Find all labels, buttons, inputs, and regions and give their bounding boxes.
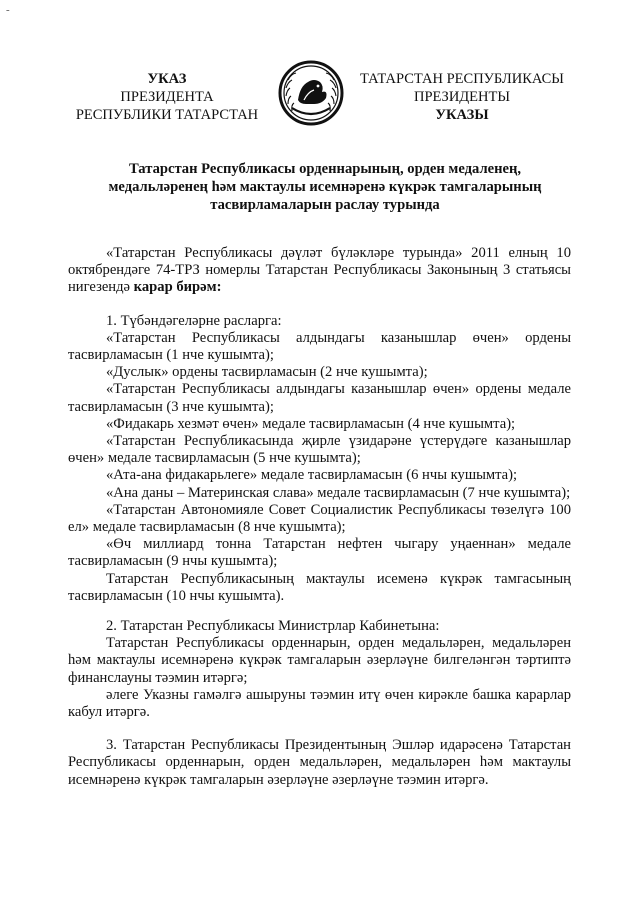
header-right [352,70,572,124]
section-2-item: Татарстан Республикасы орденнарын, орден медальләрен, медальләрен һәм мактаулы исемнәренә күкрәк тамгаларын әзерләүне билгеләнгән тәртиптә финанслауны тәэмин итәргә; [68,635,571,686]
header-right-line-2: ПРЕЗИДЕНТЫ [413,89,511,105]
preamble-bold: карар бирәм: [133,279,222,296]
coat-of-arms-seal-icon [278,60,344,126]
header-left-line-3: РЕСПУБЛИКИ ТАТАРСТАН [75,107,259,123]
preamble-paragraph [68,245,571,297]
header-left [58,70,276,124]
decree-title-line-1: Татарстан Республикасы орденнарының, орден медаленең, [128,161,522,177]
section-1-item: Татарстан Республикасының мактаулы исеменә күкрәк тамгасының тасвирламасын (10 нчы кушымта). [68,570,571,604]
decree-title-line-2: медальләренең һәм мактаулы исемнәренә күкрәк тамгаларының [108,179,542,195]
preamble-text: «Татарстан Республикасы дәүләт бүләкләре турында» 2011 елның 10 октябрендәге 74-ТРЗ номерлы Татарстан Республикасы Законының 3 статьясы нигезендә [68,245,571,296]
section-2-item: әлеге Указны гамәлгә ашыруны тәэмин итү өчен кирәкле башка карарлар кабул итәргә. [68,686,571,721]
section-2-heading: 2. Татарстан Республикасы Министрлар Кабинетына: [106,618,440,635]
decree-title-line-3: тасвирламаларын раслау турында [210,197,440,213]
section-1-item: «Ана даны – Материнская слава» медале тасвирламасын (7 нче кушымта); [106,484,571,501]
section-1-item: «Татарстан Республикасында җирле үзидарәне үстерүдәге казанышлар өчен» медале тасвирламасын (5 нче кушымта); [68,433,571,467]
header-left-line-2: ПРЕЗИДЕНТА [120,89,214,105]
header-left-line-1: УКАЗ [147,71,187,87]
header-right-line-1: ТАТАРСТАН РЕСПУБЛИКАСЫ [360,71,564,87]
section-1-heading: 1. Түбәндәгеләрне расларга: [106,312,282,329]
section-1-item: «Татарстан Автономияле Совет Социалистик Республикасы төзелүгә 100 ел» медале тасвирламасын (8 нче кушымта); [68,501,571,536]
section-1-item: «Фидакарь хезмәт өчен» медале тасвирламасын (4 нче кушымта); [106,415,516,432]
section-1-item: «Ата-ана фидакарьлеге» медале тасвирламасын (6 нчы кушымта); [106,467,518,484]
header-right-line-3: УКАЗЫ [435,107,489,123]
section-1-item: «Татарстан Республикасы алдындагы казанышлар өчен» ордены медале тасвирламасын (3 нче кушымта); [68,381,571,415]
section-1-item: «Дуслык» ордены тасвирламасын (2 нче кушымта); [106,364,428,381]
decree-body [68,245,571,789]
section-3-paragraph: 3. Татарстан Республикасы Президентының Эшләр идарәсенә Татарстан Республикасы орденнарын, орден медальләрен, медальләрен һәм мактаулы исемнәренә күкрәк тамгаларын әзерләүне әзерләүне тәэмин итәргә. [68,737,571,788]
corner-mark: - [6,4,10,16]
section-1-item: «Татарстан Республикасы алдындагы казанышлар өчен» ордены тасвирламасын (1 нче кушымта); [68,329,571,364]
section-1-item: «Өч миллиард тонна Татарстан нефтен чыгару уңаеннан» медале тасвирламасын (9 нчы кушымта); [68,536,571,570]
decree-title [80,160,570,214]
